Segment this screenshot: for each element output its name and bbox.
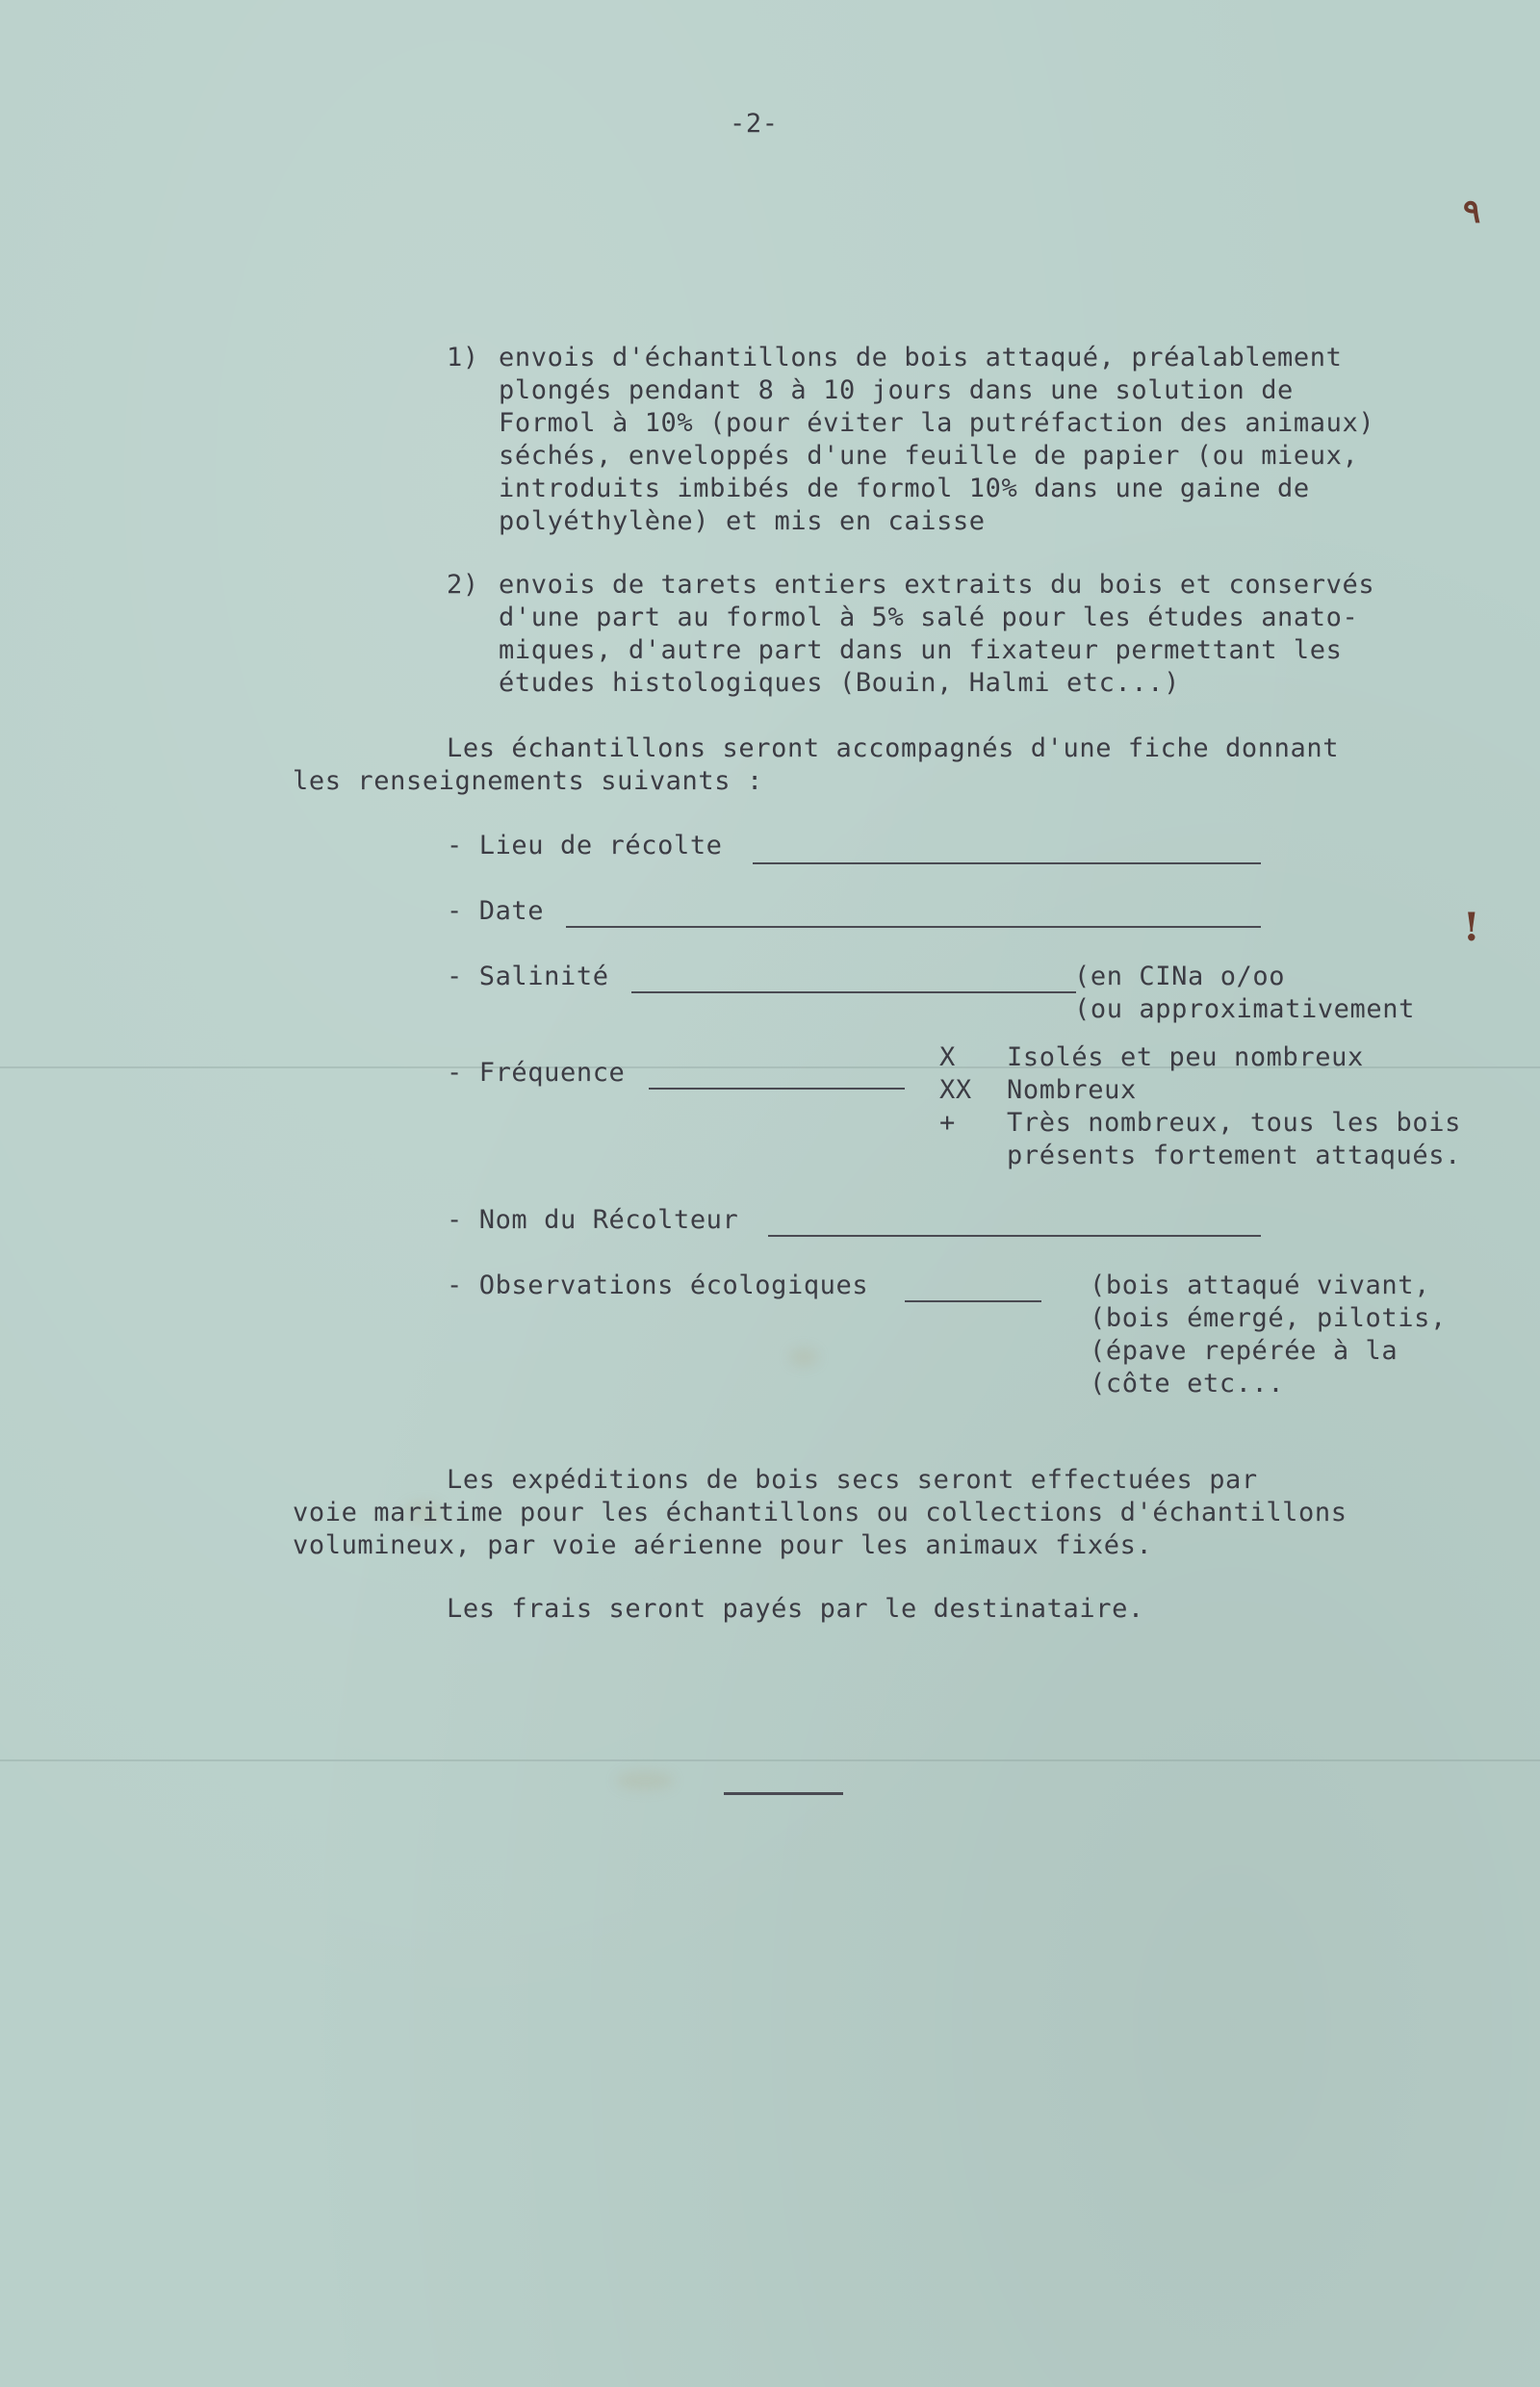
observations-note: (côte etc... [1090,1369,1285,1399]
expeditions-line: Les expéditions de bois secs seront effectuées par [447,1465,1258,1495]
field-line-nom[interactable] [768,1235,1261,1237]
salinite-note: (ou approximativement [1074,994,1415,1024]
field-line-lieu[interactable] [753,862,1261,864]
salinite-note: (en CINa o/oo [1074,962,1286,991]
observations-note: (épave repérée à la [1090,1336,1399,1366]
freq-symbol: + [939,1108,956,1138]
field-line-date[interactable] [566,926,1261,928]
stain [616,1771,674,1790]
expeditions-line: volumineux, par voie aérienne pour les animaux fixés. [293,1530,1153,1560]
freq-text: présents fortement attaqués. [1007,1141,1461,1170]
field-label-nom: - Nom du Récolteur [447,1205,739,1235]
item1-line: polyéthylène) et mis en caisse [499,506,986,536]
end-rule [724,1792,843,1795]
expeditions-line: voie maritime pour les échantillons ou collections d'échantillons [293,1498,1348,1527]
freq-text: Isolés et peu nombreux [1007,1042,1364,1072]
field-label-date: - Date [447,896,545,926]
fold-line [0,1759,1540,1761]
margin-mark: ! [1463,905,1480,950]
observations-note: (bois émergé, pilotis, [1090,1303,1447,1333]
item1-number: 1) [447,343,479,372]
freq-symbol: X [939,1042,956,1072]
item1-line: plongés pendant 8 à 10 jours dans une solution de [499,375,1294,405]
field-label-frequence: - Fréquence [447,1058,626,1088]
margin-mark: ٩ [1463,192,1481,231]
item1-line: Formol à 10% (pour éviter la putréfaction des animaux) [499,408,1375,438]
field-label-salinite: - Salinité [447,962,609,991]
item1-line: envois d'échantillons de bois attaqué, préalablement [499,343,1343,372]
item2-number: 2) [447,570,479,600]
item2-line: miques, d'autre part dans un fixateur permettant les [499,635,1343,665]
item1-line: introduits imbibés de formol 10% dans une gaine de [499,474,1310,503]
freq-text: Très nombreux, tous les bois [1007,1108,1461,1138]
stain [789,1348,818,1367]
freq-symbol: XX [939,1075,972,1105]
item2-line: études histologiques (Bouin, Halmi etc...) [499,668,1180,698]
field-label-observations: - Observations écologiques [447,1270,869,1300]
field-line-frequence[interactable] [649,1088,905,1090]
freq-text: Nombreux [1007,1075,1137,1105]
intro-line: les renseignements suivants : [293,766,763,796]
field-label-lieu: - Lieu de récolte [447,831,723,860]
observations-note: (bois attaqué vivant, [1090,1270,1430,1300]
item2-line: envois de tarets entiers extraits du bois et conservés [499,570,1375,600]
page-number: -2- [730,109,779,139]
field-line-salinite[interactable] [631,991,1076,993]
intro-line: Les échantillons seront accompagnés d'une fiche donnant [447,733,1340,763]
field-line-observations[interactable] [905,1300,1041,1302]
item1-line: séchés, enveloppés d'une feuille de papier (ou mieux, [499,441,1359,471]
item2-line: d'une part au formol à 5% salé pour les études anato- [499,603,1359,632]
frais-line: Les frais seront payés par le destinataire. [447,1594,1144,1624]
